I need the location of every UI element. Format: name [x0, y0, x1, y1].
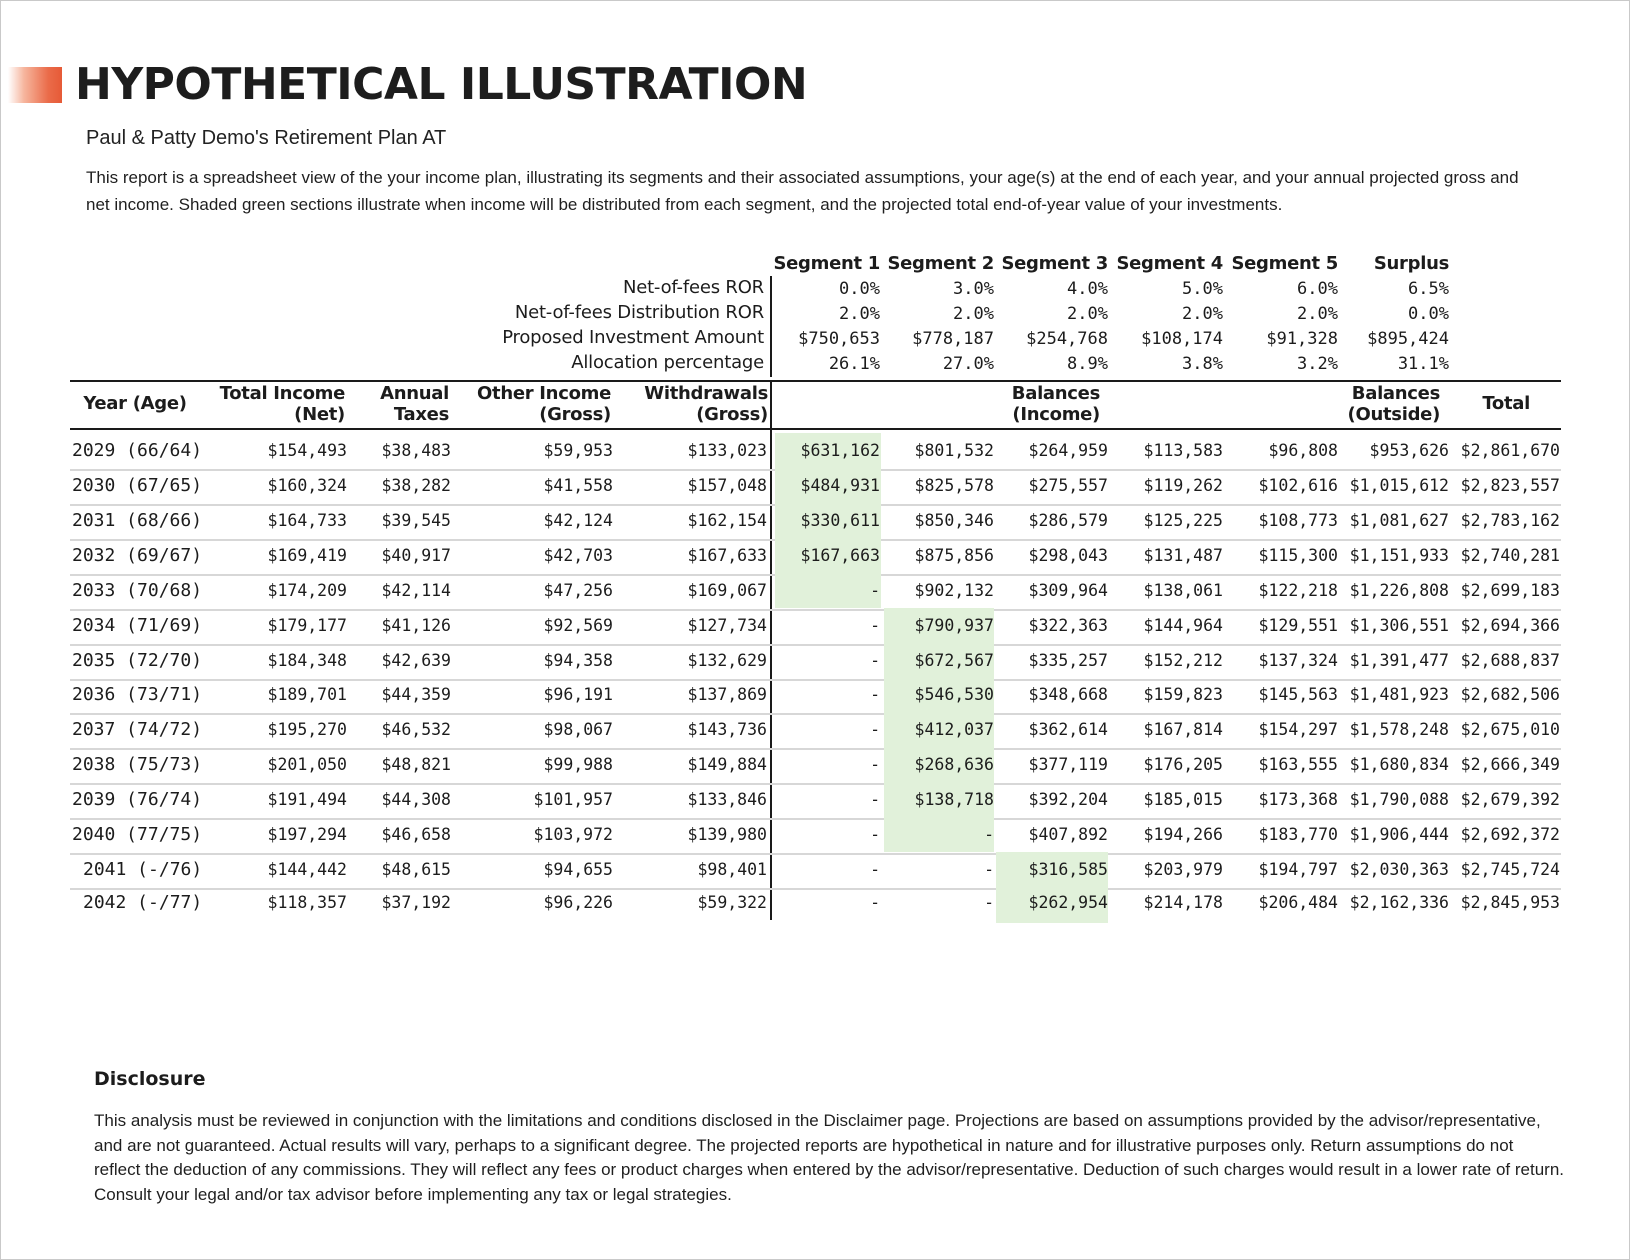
- table-cell-wd: $143,736: [687, 720, 767, 739]
- table-cell-seg2: -: [984, 860, 994, 879]
- col-withdrawals-header-line2: (Gross): [696, 404, 768, 425]
- table-cell-income: $184,348: [267, 651, 347, 670]
- table-cell-seg3: $262,954: [1028, 893, 1108, 912]
- table-cell-taxes: $38,483: [381, 441, 451, 460]
- col-total-income-header-line2: (Net): [294, 404, 345, 425]
- table-cell-seg1: -: [870, 755, 880, 774]
- table-cell-total: $2,688,837: [1460, 651, 1560, 670]
- table-cell-taxes: $41,126: [381, 616, 451, 635]
- assumption-value: $895,424: [1367, 329, 1449, 349]
- table-cell-surplus: $953,626: [1369, 441, 1449, 460]
- page-title: HYPOTHETICAL ILLUSTRATION: [75, 59, 808, 110]
- col-balances-income-header-line2: (Income): [1012, 404, 1100, 425]
- col-other-income-header: [461, 383, 611, 425]
- assumption-value: $750,653: [798, 329, 880, 349]
- table-cell-wd: $162,154: [687, 511, 767, 530]
- assumption-value: 0.0%: [1408, 304, 1449, 324]
- table-cell-seg3: $309,964: [1028, 581, 1108, 600]
- table-cell-seg5: $129,551: [1258, 616, 1338, 635]
- table-cell-income: $179,177: [267, 616, 347, 635]
- year-age-cell: 2033 (70/68): [72, 580, 203, 601]
- table-cell-seg3: $286,579: [1028, 511, 1108, 530]
- table-cell-taxes: $48,615: [381, 860, 451, 879]
- assumption-value: 8.9%: [1067, 354, 1108, 374]
- table-cell-seg5: $194,797: [1258, 860, 1338, 879]
- title-accent-bar: [8, 67, 62, 103]
- table-cell-other: $47,256: [543, 581, 613, 600]
- table-row-separator: [70, 713, 1561, 715]
- table-cell-seg5: $115,300: [1258, 546, 1338, 565]
- table-cell-seg2: -: [984, 893, 994, 912]
- table-cell-seg2: $412,037: [914, 720, 994, 739]
- table-cell-seg1: $631,162: [800, 441, 880, 460]
- year-age-cell: 2038 (75/73): [72, 754, 203, 775]
- year-age-cell: 2029 (66/64): [72, 440, 203, 461]
- table-cell-taxes: $38,282: [381, 476, 451, 495]
- disclosure-text: This analysis must be reviewed in conjunction with the limitations and conditions disclosed in the Disclaimer page. Projections are based on assumptions provided by the advisor/representative, and are not guaranteed. Actual results will vary, perhaps to a significant degree. The projected reports are hypothetical in nature and for illustrative purposes only. Return assumptions do not reflect the deduction of any commissions. They will reflect any fees or product charges when entered by the advisor/representative. Deduction of such charges would result in a lower rate of return. Consult your legal and/or tax advisor before implementing any tax or legal strategies.: [94, 1111, 1565, 1204]
- table-cell-seg1: -: [870, 651, 880, 670]
- col-total-income-header-line1: Total Income: [219, 383, 345, 404]
- year-age-cell: 2037 (74/72): [72, 719, 203, 740]
- col-total-header-line1: Total: [1482, 393, 1530, 414]
- table-cell-seg1: $484,931: [800, 476, 880, 495]
- table-row-separator: [70, 609, 1561, 611]
- table-row-separator: [70, 679, 1561, 681]
- table-cell-seg1: -: [870, 860, 880, 879]
- table-cell-seg1: -: [870, 825, 880, 844]
- table-cell-surplus: $1,790,088: [1349, 790, 1449, 809]
- table-cell-taxes: $39,545: [381, 511, 451, 530]
- table-cell-seg3: $322,363: [1028, 616, 1108, 635]
- assumption-value: 3.8%: [1182, 354, 1223, 374]
- table-row-separator: [70, 644, 1561, 646]
- table-cell-seg3: $316,585: [1028, 860, 1108, 879]
- table-cell-seg5: $122,218: [1258, 581, 1338, 600]
- table-cell-income: $118,357: [267, 893, 347, 912]
- assumption-label: Net-of-fees Distribution ROR: [514, 302, 764, 323]
- table-cell-income: $144,442: [267, 860, 347, 879]
- segment-header: Segment 3: [1001, 253, 1108, 274]
- assumption-value: 3.0%: [953, 279, 994, 299]
- segment-header: Segment 1: [773, 253, 880, 274]
- table-cell-taxes: $46,658: [381, 825, 451, 844]
- table-cell-total: $2,679,392: [1460, 790, 1560, 809]
- table-cell-seg4: $185,015: [1143, 790, 1223, 809]
- table-cell-seg3: $377,119: [1028, 755, 1108, 774]
- assumption-value: 26.1%: [828, 354, 880, 374]
- col-balances-outside-header: [1340, 383, 1440, 425]
- year-age-cell: 2040 (77/75): [72, 824, 203, 845]
- assumption-value: $254,768: [1026, 329, 1108, 349]
- assumption-label: Allocation percentage: [571, 352, 764, 373]
- assumptions-divider: [770, 276, 772, 377]
- assumption-value: 2.0%: [839, 304, 880, 324]
- col-balances-outside-header-line1: Balances: [1351, 383, 1440, 404]
- table-cell-taxes: $37,192: [381, 893, 451, 912]
- table-cell-total: $2,740,281: [1460, 546, 1560, 565]
- table-cell-seg2: $825,578: [914, 476, 994, 495]
- table-cell-wd: $127,734: [687, 616, 767, 635]
- table-cell-taxes: $42,639: [381, 651, 451, 670]
- assumption-value: 2.0%: [1067, 304, 1108, 324]
- col-year-header: [70, 393, 200, 414]
- table-cell-wd: $98,401: [697, 860, 767, 879]
- segment-header: Surplus: [1373, 253, 1449, 274]
- table-cell-surplus: $1,906,444: [1349, 825, 1449, 844]
- table-cell-income: $169,419: [267, 546, 347, 565]
- table-cell-surplus: $1,015,612: [1349, 476, 1449, 495]
- table-cell-income: $191,494: [267, 790, 347, 809]
- table-cell-seg5: $206,484: [1258, 893, 1338, 912]
- table-cell-seg2: $875,856: [914, 546, 994, 565]
- table-cell-seg4: $167,814: [1143, 720, 1223, 739]
- assumption-value: 2.0%: [1297, 304, 1338, 324]
- table-cell-surplus: $2,030,363: [1349, 860, 1449, 879]
- table-cell-seg2: $902,132: [914, 581, 994, 600]
- table-cell-wd: $133,023: [687, 441, 767, 460]
- table-row-separator: [70, 818, 1561, 820]
- table-cell-seg3: $275,557: [1028, 476, 1108, 495]
- assumption-value: 3.2%: [1297, 354, 1338, 374]
- table-cell-other: $101,957: [533, 790, 613, 809]
- table-cell-income: $189,701: [267, 685, 347, 704]
- year-age-cell: 2035 (72/70): [72, 650, 203, 671]
- col-total-income-header: [205, 383, 345, 425]
- table-cell-wd: $132,629: [687, 651, 767, 670]
- table-cell-wd: $169,067: [687, 581, 767, 600]
- table-cell-seg4: $131,487: [1143, 546, 1223, 565]
- table-cell-surplus: $1,578,248: [1349, 720, 1449, 739]
- segment-header: Segment 4: [1116, 253, 1223, 274]
- table-cell-other: $96,226: [543, 893, 613, 912]
- col-annual-taxes-header-line2: Taxes: [393, 404, 449, 425]
- table-cell-wd: $59,322: [697, 893, 767, 912]
- table-cell-wd: $167,633: [687, 546, 767, 565]
- table-cell-seg5: $102,616: [1258, 476, 1338, 495]
- assumption-label: Proposed Investment Amount: [502, 327, 764, 348]
- table-cell-seg1: -: [870, 616, 880, 635]
- assumption-value: 6.0%: [1297, 279, 1338, 299]
- table-header-rule: [70, 428, 1561, 430]
- col-total-header: [1460, 393, 1530, 414]
- table-cell-seg5: $96,808: [1268, 441, 1338, 460]
- table-cell-income: $164,733: [267, 511, 347, 530]
- table-cell-surplus: $1,306,551: [1349, 616, 1449, 635]
- table-cell-surplus: $2,162,336: [1349, 893, 1449, 912]
- table-cell-other: $98,067: [543, 720, 613, 739]
- table-cell-other: $42,703: [543, 546, 613, 565]
- table-cell-seg2: $546,530: [914, 685, 994, 704]
- table-cell-seg4: $159,823: [1143, 685, 1223, 704]
- col-other-income-header-line1: Other Income: [477, 383, 611, 404]
- table-cell-other: $92,569: [543, 616, 613, 635]
- assumption-value: 6.5%: [1408, 279, 1449, 299]
- table-cell-seg5: $183,770: [1258, 825, 1338, 844]
- table-cell-seg3: $392,204: [1028, 790, 1108, 809]
- table-cell-seg5: $145,563: [1258, 685, 1338, 704]
- table-cell-seg1: -: [870, 893, 880, 912]
- assumption-label: Net-of-fees ROR: [622, 277, 764, 298]
- table-cell-wd: $157,048: [687, 476, 767, 495]
- table-cell-seg1: $330,611: [800, 511, 880, 530]
- table-cell-taxes: $44,359: [381, 685, 451, 704]
- table-cell-income: $160,324: [267, 476, 347, 495]
- table-cell-other: $103,972: [533, 825, 613, 844]
- table-row-separator: [70, 783, 1561, 785]
- table-cell-income: $195,270: [267, 720, 347, 739]
- col-annual-taxes-header: [349, 383, 449, 425]
- table-cell-other: $59,953: [543, 441, 613, 460]
- assumption-value: $91,328: [1266, 329, 1338, 349]
- table-cell-total: $2,694,366: [1460, 616, 1560, 635]
- col-withdrawals-header-line1: Withdrawals: [644, 383, 768, 404]
- table-cell-surplus: $1,481,923: [1349, 685, 1449, 704]
- table-cell-other: $94,655: [543, 860, 613, 879]
- table-cell-income: $197,294: [267, 825, 347, 844]
- table-cell-total: $2,823,557: [1460, 476, 1560, 495]
- table-cell-taxes: $48,821: [381, 755, 451, 774]
- table-cell-seg4: $176,205: [1143, 755, 1223, 774]
- table-row-separator: [70, 748, 1561, 750]
- table-cell-total: $2,845,953: [1460, 893, 1560, 912]
- table-cell-taxes: $46,532: [381, 720, 451, 739]
- table-cell-seg2: $672,567: [914, 651, 994, 670]
- table-cell-seg5: $137,324: [1258, 651, 1338, 670]
- assumption-value: 31.1%: [1397, 354, 1449, 374]
- disclosure-title: Disclosure: [94, 1068, 206, 1090]
- table-cell-other: $42,124: [543, 511, 613, 530]
- table-top-rule: [70, 380, 1561, 382]
- table-cell-other: $99,988: [543, 755, 613, 774]
- table-cell-seg2: $790,937: [914, 616, 994, 635]
- table-cell-seg4: $125,225: [1143, 511, 1223, 530]
- table-cell-wd: $139,980: [687, 825, 767, 844]
- table-cell-seg3: $362,614: [1028, 720, 1108, 739]
- year-age-cell: 2042 (-/77): [83, 892, 203, 913]
- table-cell-income: $154,493: [267, 441, 347, 460]
- table-cell-seg4: $214,178: [1143, 893, 1223, 912]
- col-annual-taxes-header-line1: Annual: [380, 383, 449, 404]
- table-cell-seg2: $850,346: [914, 511, 994, 530]
- table-cell-wd: $137,869: [687, 685, 767, 704]
- table-cell-total: $2,675,010: [1460, 720, 1560, 739]
- table-cell-surplus: $1,680,834: [1349, 755, 1449, 774]
- table-row-separator: [70, 888, 1561, 890]
- table-cell-seg5: $154,297: [1258, 720, 1338, 739]
- col-year-header-line1: Year (Age): [83, 393, 187, 414]
- table-cell-other: $41,558: [543, 476, 613, 495]
- year-age-cell: 2034 (71/69): [72, 615, 203, 636]
- plan-subtitle: Paul & Patty Demo's Retirement Plan AT: [86, 127, 447, 149]
- table-cell-seg2: $268,636: [914, 755, 994, 774]
- table-cell-seg3: $335,257: [1028, 651, 1108, 670]
- table-cell-total: $2,699,183: [1460, 581, 1560, 600]
- table-cell-seg1: $167,663: [800, 546, 880, 565]
- table-cell-seg2: $801,532: [914, 441, 994, 460]
- table-cell-surplus: $1,081,627: [1349, 511, 1449, 530]
- table-cell-seg1: -: [870, 790, 880, 809]
- segment-header: Segment 2: [887, 253, 994, 274]
- table-cell-taxes: $44,308: [381, 790, 451, 809]
- table-cell-total: $2,745,724: [1460, 860, 1560, 879]
- table-cell-total: $2,783,162: [1460, 511, 1560, 530]
- assumption-value: 2.0%: [953, 304, 994, 324]
- assumption-value: 4.0%: [1067, 279, 1108, 299]
- table-cell-taxes: $42,114: [381, 581, 451, 600]
- table-cell-seg4: $113,583: [1143, 441, 1223, 460]
- col-other-income-header-line2: (Gross): [539, 404, 611, 425]
- table-cell-wd: $149,884: [687, 755, 767, 774]
- table-cell-seg1: -: [870, 720, 880, 739]
- col-balances-income-header: [1000, 383, 1100, 425]
- table-cell-seg4: $119,262: [1143, 476, 1223, 495]
- table-cell-seg3: $298,043: [1028, 546, 1108, 565]
- table-cell-seg5: $108,773: [1258, 511, 1338, 530]
- table-cell-other: $96,191: [543, 685, 613, 704]
- table-cell-seg2: -: [984, 825, 994, 844]
- assumption-value: 5.0%: [1182, 279, 1223, 299]
- table-cell-seg4: $194,266: [1143, 825, 1223, 844]
- table-cell-seg5: $163,555: [1258, 755, 1338, 774]
- table-cell-seg3: $264,959: [1028, 441, 1108, 460]
- year-age-cell: 2039 (76/74): [72, 789, 203, 810]
- table-cell-seg3: $407,892: [1028, 825, 1108, 844]
- table-cell-other: $94,358: [543, 651, 613, 670]
- table-cell-seg4: $138,061: [1143, 581, 1223, 600]
- table-cell-seg4: $203,979: [1143, 860, 1223, 879]
- table-cell-income: $201,050: [267, 755, 347, 774]
- table-cell-surplus: $1,391,477: [1349, 651, 1449, 670]
- year-age-cell: 2032 (69/67): [72, 545, 203, 566]
- table-cell-taxes: $40,917: [381, 546, 451, 565]
- assumption-value: 2.0%: [1182, 304, 1223, 324]
- table-cell-seg5: $173,368: [1258, 790, 1338, 809]
- table-row-separator: [70, 853, 1561, 855]
- table-cell-total: $2,666,349: [1460, 755, 1560, 774]
- year-age-cell: 2036 (73/71): [72, 684, 203, 705]
- table-cell-total: $2,682,506: [1460, 685, 1560, 704]
- table-cell-seg4: $144,964: [1143, 616, 1223, 635]
- table-cell-seg4: $152,212: [1143, 651, 1223, 670]
- year-age-cell: 2041 (-/76): [83, 859, 203, 880]
- table-cell-wd: $133,846: [687, 790, 767, 809]
- table-cell-income: $174,209: [267, 581, 347, 600]
- assumption-value: $108,174: [1141, 329, 1223, 349]
- year-age-cell: 2031 (68/66): [72, 510, 203, 531]
- table-cell-surplus: $1,151,933: [1349, 546, 1449, 565]
- assumption-value: 0.0%: [839, 279, 880, 299]
- table-cell-total: $2,692,372: [1460, 825, 1560, 844]
- table-cell-seg1: -: [870, 581, 880, 600]
- assumption-value: $778,187: [912, 329, 994, 349]
- table-cell-seg2: $138,718: [914, 790, 994, 809]
- segment-header: Segment 5: [1231, 253, 1338, 274]
- year-age-cell: 2030 (67/65): [72, 475, 203, 496]
- col-withdrawals-header: [618, 383, 768, 425]
- col-balances-outside-header-line2: (Outside): [1347, 404, 1440, 425]
- table-cell-total: $2,861,670: [1460, 441, 1560, 460]
- table-cell-seg3: $348,668: [1028, 685, 1108, 704]
- assumption-value: 27.0%: [942, 354, 994, 374]
- intro-paragraph: This report is a spreadsheet view of the your income plan, illustrating its segments and their associated assumptions, your age(s) at the end of each year, and your annual projected gross and net income. Shaded green sections illustrate when income will be distributed from each segment, and the projected total end-of-year value of your investments.: [86, 168, 1519, 214]
- table-cell-seg1: -: [870, 685, 880, 704]
- table-cell-surplus: $1,226,808: [1349, 581, 1449, 600]
- col-balances-income-header-line1: Balances: [1011, 383, 1100, 404]
